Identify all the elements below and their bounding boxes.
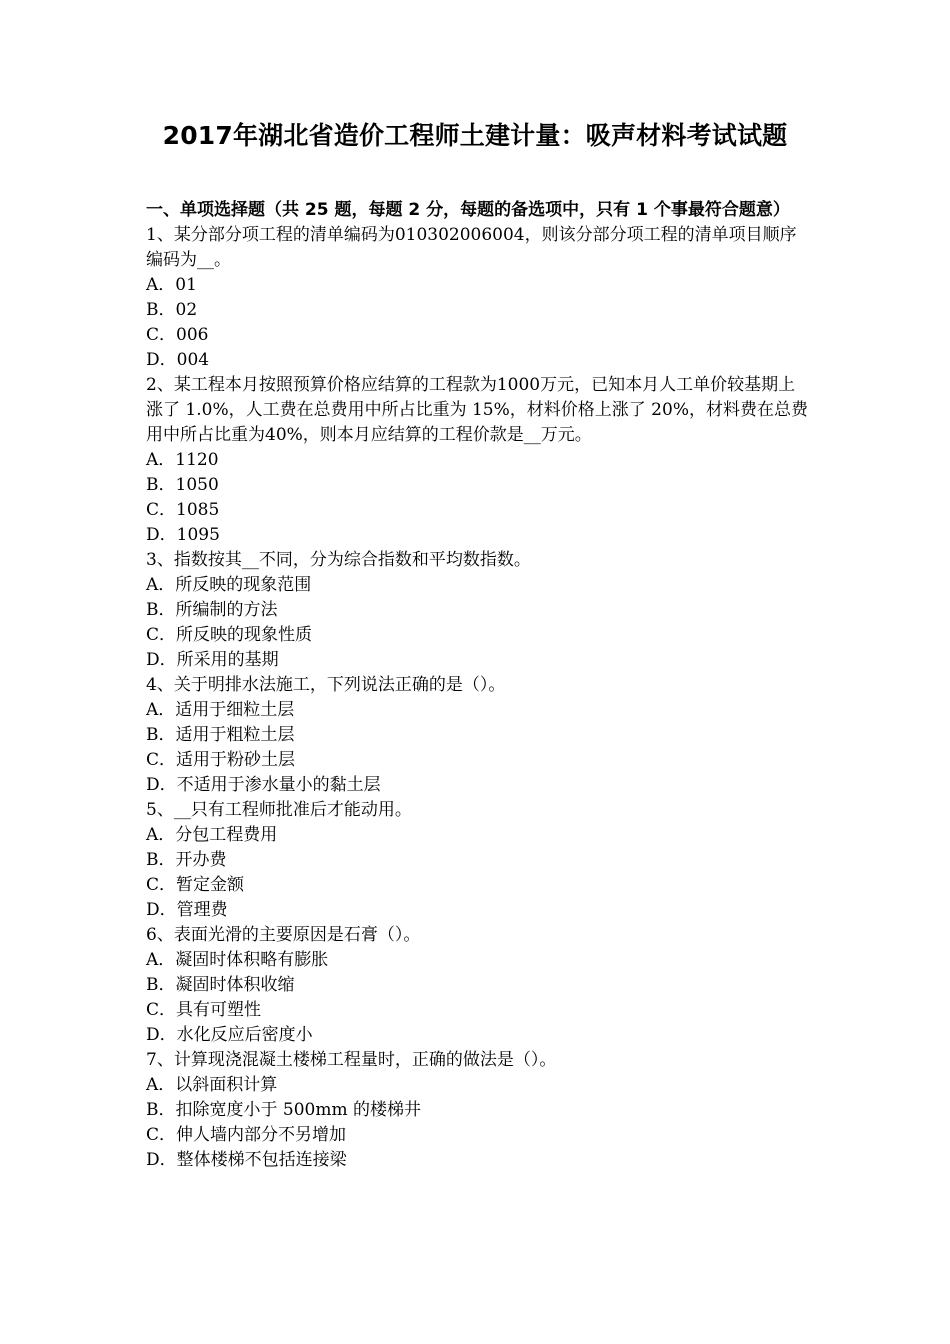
option-letter: A．: [146, 1075, 176, 1095]
option-letter: A．: [146, 825, 176, 845]
question-text: 2、某工程本月按照预算价格应结算的工程款为1000万元，已知本月人工单价较基期上涨了 1.0%，人工费在总费用中所占比重为 15%，材料价格上涨了 20%，材料费在总费用中所占比重为40%，则本月应结算的工程价款是__万元。: [146, 375, 808, 445]
answer-option: [146, 723, 810, 748]
option-text: 02: [175, 300, 198, 320]
option-text: 所编制的方法: [175, 600, 278, 620]
option-letter: B．: [146, 1100, 176, 1120]
option-letter: C．: [146, 1000, 177, 1020]
answer-option: [146, 523, 810, 548]
option-letter: C．: [146, 500, 177, 520]
answer-option: [146, 448, 810, 473]
answer-option: [146, 1073, 810, 1098]
answer-option: [146, 473, 810, 498]
option-text: 开办费: [175, 850, 227, 870]
answer-option: [146, 573, 810, 598]
option-text: 管理费: [176, 900, 228, 920]
option-letter: A．: [146, 950, 176, 970]
option-text: 适用于细粒土层: [175, 700, 295, 720]
option-text: 01: [175, 275, 197, 295]
answer-option: [146, 773, 810, 798]
document-title: 2017年湖北省造价工程师土建计量：吸声材料考试试题: [162, 121, 788, 150]
option-letter: B．: [146, 975, 176, 995]
section-heading: 一、单项选择题（共 25 题，每题 2 分，每题的备选项中，只有 1 个事最符合题意）: [146, 200, 790, 220]
answer-option: [146, 1123, 810, 1148]
question-item: [146, 1048, 810, 1173]
option-letter: C．: [146, 325, 177, 345]
option-letter: A．: [146, 275, 176, 295]
question-text: 5、__只有工程师批准后才能动用。: [146, 800, 412, 820]
answer-option: [146, 298, 810, 323]
question-text: 4、关于明排水法施工，下列说法正确的是（）。: [146, 675, 506, 695]
question-item: [146, 673, 810, 798]
answer-option: [146, 898, 810, 923]
answer-option: [146, 623, 810, 648]
option-text: 扣除宽度小于 500mm 的楼梯井: [175, 1100, 421, 1120]
answer-option: [146, 1148, 810, 1173]
option-text: 1120: [175, 450, 219, 470]
option-letter: B．: [146, 475, 176, 495]
answer-option: [146, 1023, 810, 1048]
option-text: 凝固时体积收缩: [175, 975, 295, 995]
option-text: 1095: [176, 525, 220, 545]
question-text: 3、指数按其__不同，分为综合指数和平均数指数。: [146, 550, 531, 570]
option-letter: D．: [146, 900, 177, 920]
option-letter: B．: [146, 725, 176, 745]
answer-option: [146, 598, 810, 623]
option-letter: B．: [146, 300, 176, 320]
option-letter: D．: [146, 1025, 177, 1045]
question-item: [146, 798, 810, 923]
question-item: [146, 548, 810, 673]
answer-option: [146, 998, 810, 1023]
option-letter: D．: [146, 650, 177, 670]
option-letter: A．: [146, 575, 176, 595]
answer-option: [146, 648, 810, 673]
option-text: 1085: [176, 500, 220, 520]
option-text: 暂定金额: [176, 875, 245, 895]
option-letter: B．: [146, 600, 176, 620]
answer-option: [146, 323, 810, 348]
option-letter: D．: [146, 525, 177, 545]
document-body: [146, 198, 810, 1173]
answer-option: [146, 823, 810, 848]
question-item: [146, 923, 810, 1048]
option-text: 水化反应后密度小: [176, 1025, 313, 1045]
option-letter: B．: [146, 850, 176, 870]
option-text: 004: [176, 350, 210, 370]
question-item: [146, 373, 810, 548]
option-letter: C．: [146, 625, 177, 645]
option-text: 适用于粉砂土层: [176, 750, 296, 770]
answer-option: [146, 698, 810, 723]
answer-option: [146, 498, 810, 523]
option-letter: D．: [146, 350, 177, 370]
option-letter: A．: [146, 450, 176, 470]
option-text: 适用于粗粒土层: [175, 725, 295, 745]
question-text: 7、计算现浇混凝土楼梯工程量时，正确的做法是（）。: [146, 1050, 557, 1070]
option-letter: D．: [146, 775, 177, 795]
answer-option: [146, 1098, 810, 1123]
answer-option: [146, 273, 810, 298]
option-letter: D．: [146, 1150, 177, 1170]
option-text: 1050: [175, 475, 219, 495]
question-text: 1、某分部分项工程的清单编码为010302006004，则该分部分项工程的清单项目顺序编码为__。: [146, 225, 797, 270]
option-letter: C．: [146, 750, 177, 770]
option-text: 以斜面积计算: [175, 1075, 278, 1095]
option-text: 凝固时体积略有膨胀: [175, 950, 329, 970]
answer-option: [146, 973, 810, 998]
option-text: 所反映的现象范围: [175, 575, 312, 595]
option-text: 分包工程费用: [175, 825, 278, 845]
option-text: 所采用的基期: [176, 650, 279, 670]
answer-option: [146, 748, 810, 773]
option-text: 不适用于渗水量小的黏土层: [176, 775, 381, 795]
option-text: 伸人墙内部分不另增加: [176, 1125, 347, 1145]
question-item: [146, 223, 810, 373]
answer-option: [146, 348, 810, 373]
option-text: 所反映的现象性质: [176, 625, 313, 645]
question-list: [146, 223, 810, 1173]
option-text: 006: [176, 325, 209, 345]
option-text: 整体楼梯不包括连接梁: [176, 1150, 347, 1170]
answer-option: [146, 948, 810, 973]
option-letter: C．: [146, 875, 177, 895]
answer-option: [146, 848, 810, 873]
option-letter: C．: [146, 1125, 177, 1145]
option-letter: A．: [146, 700, 176, 720]
answer-option: [146, 873, 810, 898]
question-text: 6、表面光滑的主要原因是石膏（）。: [146, 925, 421, 945]
option-text: 具有可塑性: [176, 1000, 262, 1020]
